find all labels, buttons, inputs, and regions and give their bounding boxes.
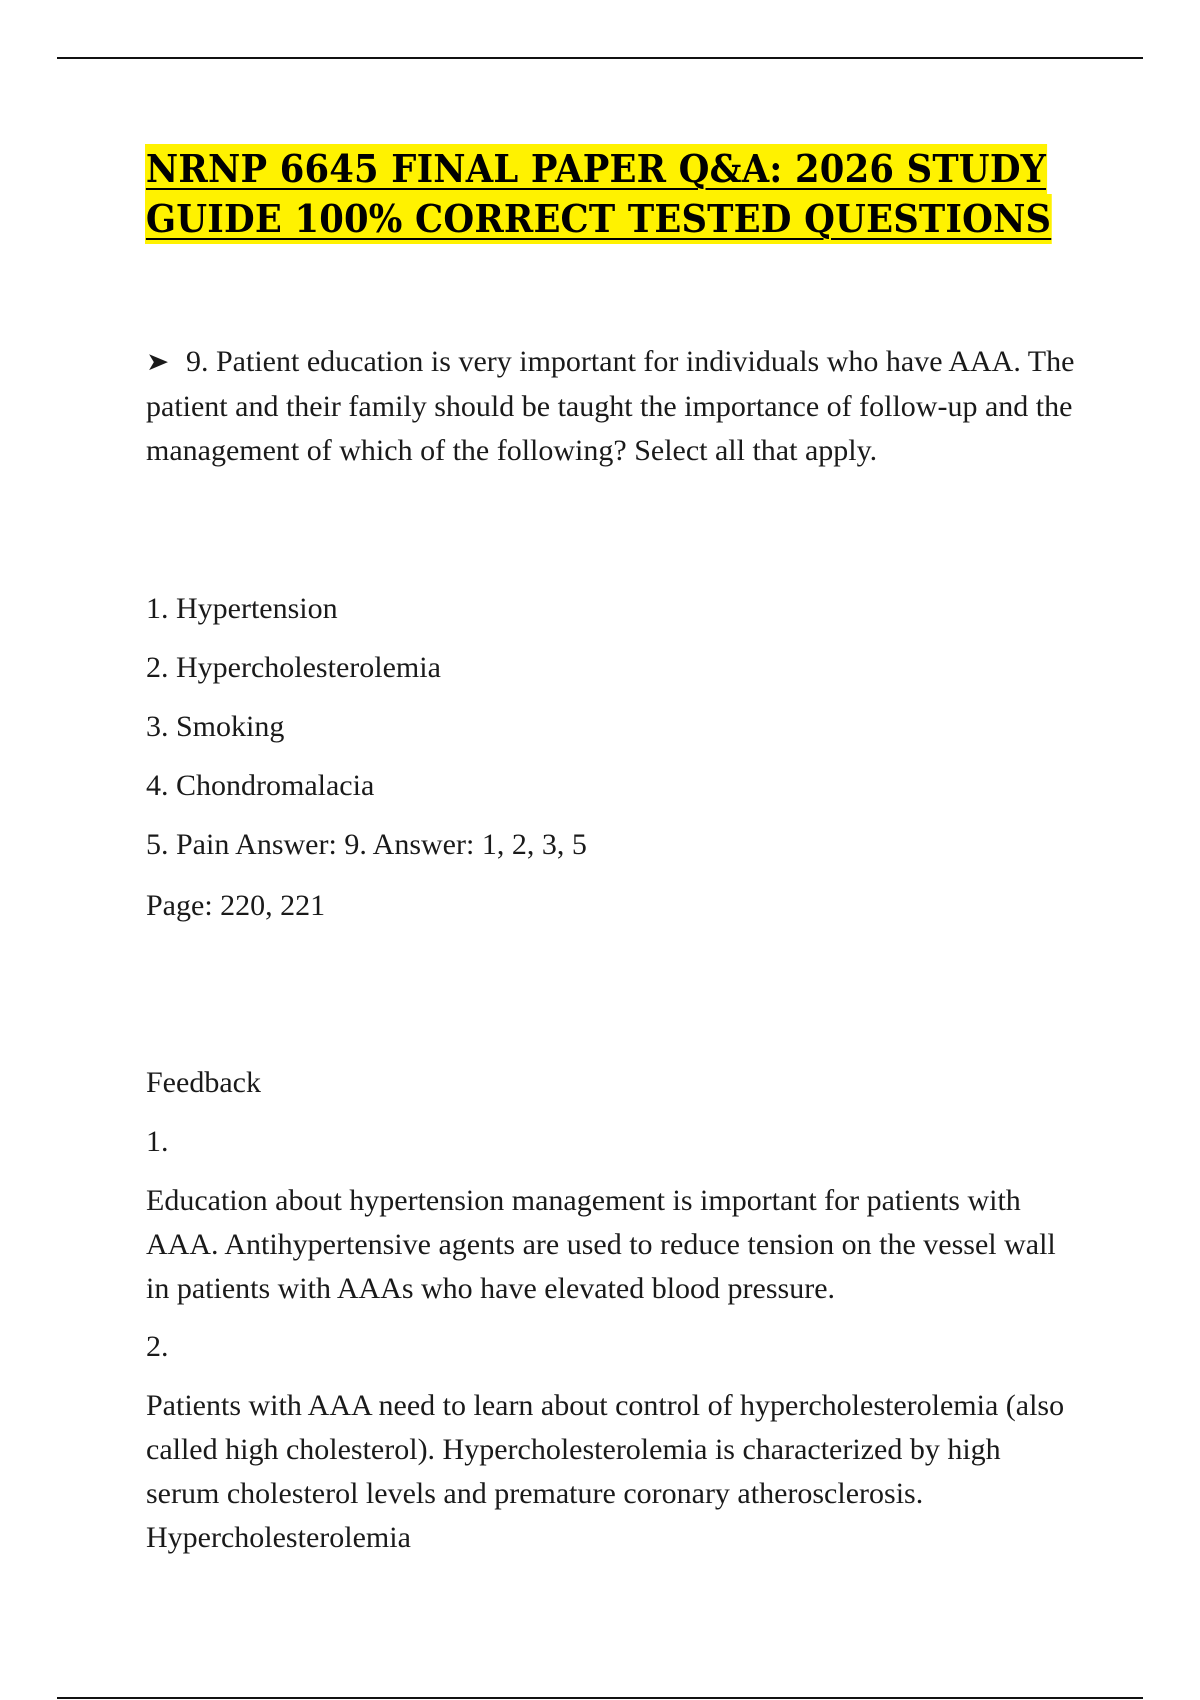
question-block: [146, 340, 1076, 473]
feedback-item-text: Education about hypertension management is important for patients with AAA. Antihypertensive agents are used to reduce tension on the vessel wall in patients with AAAs who have elevated blood pressure.: [146, 1184, 1056, 1305]
feedback-item-text: Patients with AAA need to learn about control of hypercholesterolemia (also called high cholesterol). Hypercholesterolemia is characterized by high serum cholesterol levels and premature coronary atherosclerosis. Hypercholesterolemia: [146, 1389, 1065, 1554]
option-item: 3. Smoking: [146, 710, 285, 743]
title-line-2: GUIDE 100% CORRECT TESTED QUESTIONS: [145, 194, 1052, 244]
feedback-heading: Feedback: [146, 1066, 261, 1099]
document-title: [145, 144, 1052, 244]
option-item: 2. Hypercholesterolemia: [146, 651, 441, 684]
option-item: 4. Chondromalacia: [146, 769, 375, 802]
feedback-item-number: 2.: [146, 1330, 169, 1363]
answer-options: [146, 587, 1076, 882]
arrowhead-bullet-icon: ➤: [146, 348, 170, 377]
question-text: 9. Patient education is very important for individuals who have AAA. The patient and their family should be taught the importance of follow-up and the management of which of the following? Select all that apply.: [146, 345, 1075, 467]
page-reference: Page: 220, 221: [146, 889, 326, 922]
feedback-item-number: 1.: [146, 1125, 169, 1158]
option-item: 5. Pain Answer: 9. Answer: 1, 2, 3, 5: [146, 828, 587, 861]
title-line-1: NRNP 6645 FINAL PAPER Q&A: 2026 STUDY: [145, 144, 1047, 194]
feedback-section: [146, 1061, 1076, 1574]
top-rule: [57, 57, 1143, 59]
bottom-rule: [57, 1697, 1143, 1699]
option-item: 1. Hypertension: [146, 592, 338, 625]
